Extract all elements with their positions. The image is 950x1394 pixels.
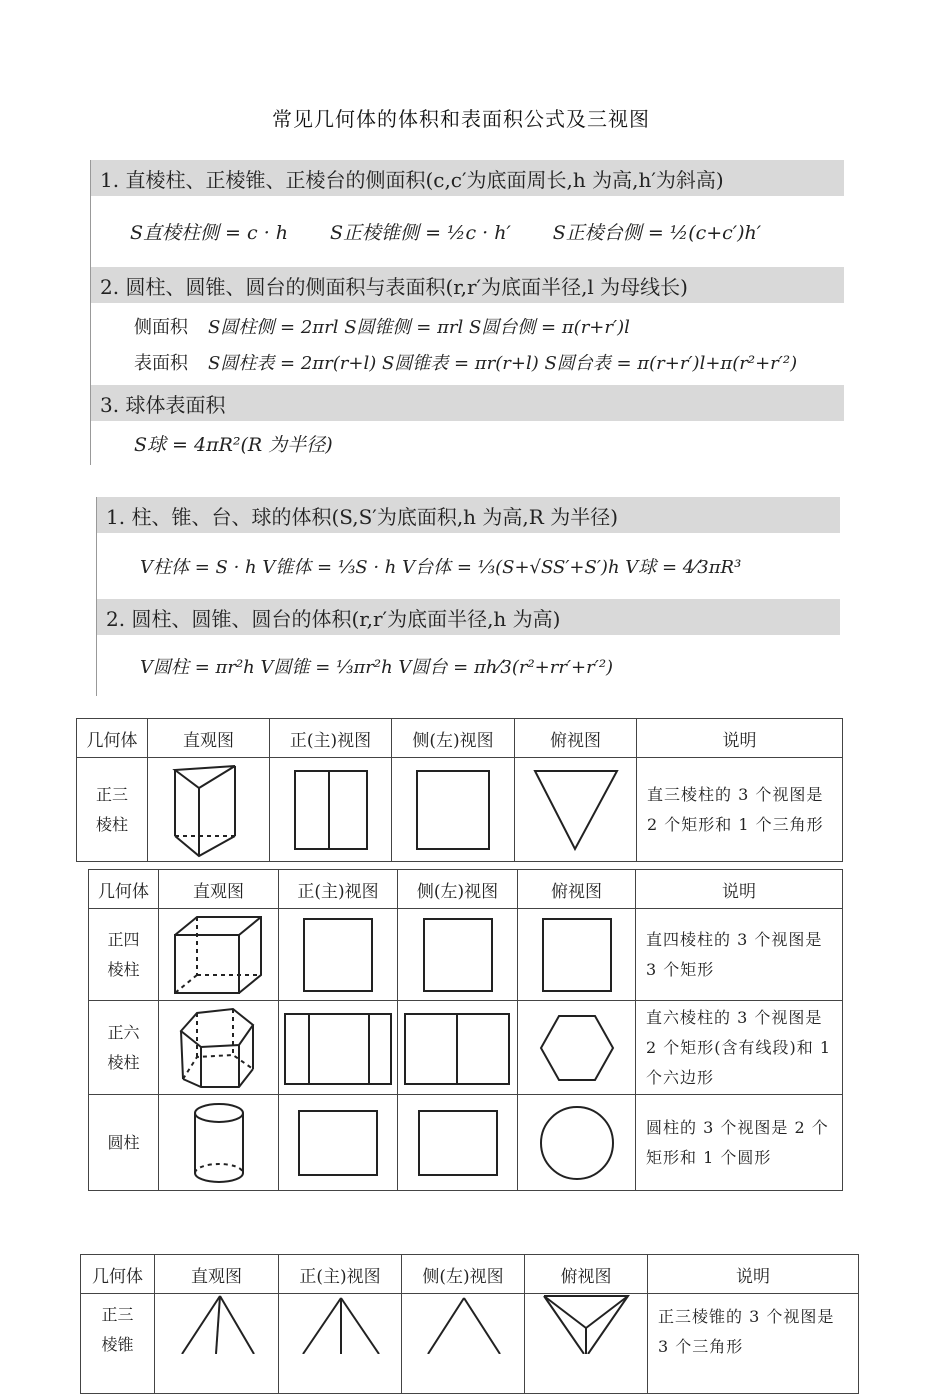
table-row xyxy=(89,1095,843,1191)
tri-pyramid-front-view xyxy=(279,1294,402,1394)
tri-prism-side-view xyxy=(392,758,515,862)
tri-prism-top-view xyxy=(515,758,637,862)
surface-formulas-1 xyxy=(90,196,844,267)
cylinder-description: 圆柱的 3 个视图是 2 个矩形和 1 个圆形 xyxy=(636,1095,843,1191)
cylinder-side-view xyxy=(398,1095,518,1191)
header-side-view: 侧(左)视图 xyxy=(402,1255,525,1294)
header-side-view: 侧(左)视图 xyxy=(392,719,515,758)
header-description: 说明 xyxy=(636,870,843,909)
solid-name: 正四 棱柱 xyxy=(89,909,159,1001)
table-header-row xyxy=(81,1255,859,1294)
table-header-row xyxy=(89,870,843,909)
table-row xyxy=(89,909,843,1001)
side-area-formulas: S圆柱侧 = 2πrl S圆锥侧 = πrl S圆台侧 = π(r+r′)l xyxy=(208,317,630,338)
surface-heading-3: 3. 球体表面积 xyxy=(90,385,844,421)
tri-prism-front-view xyxy=(270,758,392,862)
volume-heading-1: 1. 柱、锥、台、球的体积(S,S′为底面积,h 为高,R 为半径) xyxy=(96,497,840,533)
header-front-view: 正(主)视图 xyxy=(279,1255,402,1294)
header-top-view: 俯视图 xyxy=(525,1255,648,1294)
header-intuitive: 直观图 xyxy=(159,870,279,909)
cylinder-front-view xyxy=(279,1095,398,1191)
total-area-label: 表面积 xyxy=(134,353,188,374)
hex-prism-front-view xyxy=(279,1001,398,1095)
header-description: 说明 xyxy=(648,1255,859,1294)
table-row xyxy=(81,1294,859,1394)
tri-pyramid-3d-figure xyxy=(155,1294,279,1394)
tri-pyramid-description: 正三棱锥的 3 个视图是 3 个三角形 xyxy=(648,1294,859,1394)
header-front-view: 正(主)视图 xyxy=(270,719,392,758)
hex-prism-top-view xyxy=(518,1001,636,1095)
quad-prism-3d-figure xyxy=(159,909,279,1001)
sphere-area-formula: S球 = 4πR²(R 为半径) xyxy=(134,433,333,456)
side-area-label: 侧面积 xyxy=(134,317,188,338)
header-intuitive: 直观图 xyxy=(148,719,270,758)
tri-prism-3d-figure xyxy=(148,758,270,862)
quad-prism-front-view xyxy=(279,909,398,1001)
surface-heading-2: 2. 圆柱、圆锥、圆台的侧面积与表面积(r,r′为底面半径,l 为母线长) xyxy=(90,267,844,303)
volume-heading-2: 2. 圆柱、圆锥、圆台的体积(r,r′为底面半径,h 为高) xyxy=(96,599,840,635)
quad-prism-description: 直四棱柱的 3 个视图是 3 个矩形 xyxy=(636,909,843,1001)
views-table-1 xyxy=(76,718,843,862)
tri-pyramid-side-view xyxy=(402,1294,525,1394)
header-top-view: 俯视图 xyxy=(518,870,636,909)
solid-name: 圆柱 xyxy=(89,1095,159,1191)
hex-prism-description: 直六棱柱的 3 个视图是 2 个矩形(含有线段)和 1 个六边形 xyxy=(636,1001,843,1095)
tri-pyramid-top-view xyxy=(525,1294,648,1394)
header-solid: 几何体 xyxy=(89,870,159,909)
formula-frustum-lateral: S正棱台侧 = ½(c+c′)h′ xyxy=(552,222,762,244)
header-description: 说明 xyxy=(637,719,843,758)
surface-heading-1: 1. 直棱柱、正棱锥、正棱台的侧面积(c,c′为底面周长,h 为高,h′为斜高) xyxy=(90,160,844,196)
total-area-formulas: S圆柱表 = 2πr(r+l) S圆锥表 = πr(r+l) S圆台表 = π(r+r′)l+π(r²+r′²) xyxy=(208,353,798,374)
solid-name: 正六 棱柱 xyxy=(89,1001,159,1095)
quad-prism-side-view xyxy=(398,909,518,1001)
quad-prism-top-view xyxy=(518,909,636,1001)
solid-name: 正三 棱柱 xyxy=(77,758,148,862)
solid-name: 正三 棱锥 xyxy=(81,1294,155,1394)
tri-prism-description: 直三棱柱的 3 个视图是 2 个矩形和 1 个三角形 xyxy=(637,758,843,862)
surface-area-box xyxy=(90,160,844,465)
volume-box xyxy=(96,497,840,696)
hex-prism-3d-figure xyxy=(159,1001,279,1095)
formula-prism-lateral: S直棱柱侧 = c · h xyxy=(130,222,289,244)
header-solid: 几何体 xyxy=(81,1255,155,1294)
table-header-row xyxy=(77,719,843,758)
cylinder-3d-figure xyxy=(159,1095,279,1191)
cylinder-top-view xyxy=(518,1095,636,1191)
page-title: 常见几何体的体积和表面积公式及三视图 xyxy=(272,107,650,131)
table-row xyxy=(77,758,843,862)
header-intuitive: 直观图 xyxy=(155,1255,279,1294)
header-solid: 几何体 xyxy=(77,719,148,758)
header-top-view: 俯视图 xyxy=(515,719,637,758)
formula-pyramid-lateral: S正棱锥侧 = ½c · h′ xyxy=(330,222,511,244)
header-side-view: 侧(左)视图 xyxy=(398,870,518,909)
views-table-2 xyxy=(88,869,843,1191)
volume-formulas-2: V圆柱 = πr²h V圆锥 = ⅓πr²h V圆台 = πh⁄3(r²+rr′+r′²) xyxy=(140,656,614,678)
views-table-3 xyxy=(80,1254,859,1394)
header-front-view: 正(主)视图 xyxy=(279,870,398,909)
hex-prism-side-view xyxy=(398,1001,518,1095)
table-row xyxy=(89,1001,843,1095)
volume-formulas-1: V柱体 = S · h V锥体 = ⅓S · h V台体 = ⅓(S+√SS′+S′)h V球 = 4⁄3πR³ xyxy=(140,557,742,578)
surface-formulas-2 xyxy=(90,303,844,385)
